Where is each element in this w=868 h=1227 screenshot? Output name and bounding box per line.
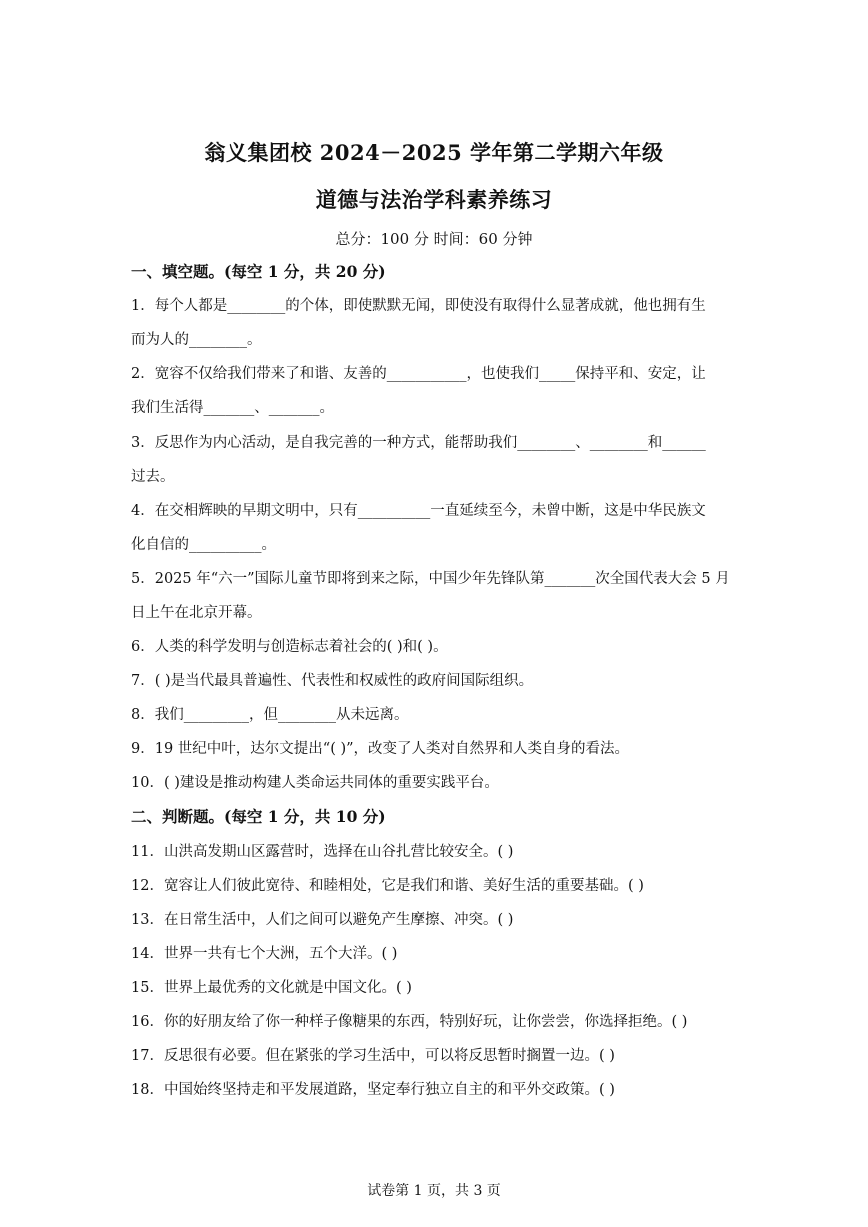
question-line: 而为人的________。 (131, 332, 262, 348)
question-line: 13．在日常生活中，人们之间可以避免产生摩擦、冲突。( ) (131, 912, 514, 928)
question-line: 16．你的好朋友给了你一种样子像糖果的东西，特别好玩，让你尝尝，你选择拒绝。( ) (131, 1014, 688, 1030)
question-line: 9．19 世纪中叶，达尔文提出“( )”，改变了人类对自然界和人类自身的看法。 (131, 741, 630, 757)
exam-title-line1: 翁义集团校 2024－2025 学年第二学期六年级 (204, 140, 664, 165)
question-line: 10．( )建设是推动构建人类命运共同体的重要实践平台。 (131, 775, 499, 791)
question-line: 6．人类的科学发明与创造标志着社会的( )和( )。 (131, 639, 448, 655)
question-line: 8．我们_________，但________从未远离。 (131, 707, 409, 723)
exam-title-line2: 道德与法治学科素养练习 (315, 187, 553, 212)
exam-score-time: 总分：100 分 时间：60 分钟 (335, 230, 533, 248)
question-line: 化自信的__________。 (131, 537, 276, 553)
question-line: 4．在交相辉映的早期文明中，只有__________一直延续至今，未曾中断，这是中华民族文 (131, 503, 706, 519)
section2-heading: 二、判断题。(每空 1 分，共 10 分) (131, 807, 386, 826)
section1-heading: 一、填空题。(每空 1 分，共 20 分) (131, 262, 386, 281)
question-line: 日上午在北京开幕。 (131, 605, 262, 621)
question-line: 我们生活得_______、_______。 (131, 400, 334, 416)
question-line: 17．反思很有必要。但在紧张的学习生活中，可以将反思暂时搁置一边。( ) (131, 1048, 615, 1064)
question-line: 过去。 (131, 469, 175, 485)
question-line: 12．宽容让人们彼此宽待、和睦相处，它是我们和谐、美好生活的重要基础。( ) (131, 878, 644, 894)
question-line: 18．中国始终坚持走和平发展道路，坚定奉行独立自主的和平外交政策。( ) (131, 1082, 615, 1098)
question-line: 14．世界一共有七个大洲，五个大洋。( ) (131, 946, 398, 962)
question-line: 15．世界上最优秀的文化就是中国文化。( ) (131, 980, 412, 996)
question-line: 7．( )是当代最具普遍性、代表性和权威性的政府间国际组织。 (131, 673, 534, 689)
question-line: 5．2025 年“六一”国际儿童节即将到来之际，中国少年先锋队第_______次全国代表大会 5 月 (131, 571, 730, 587)
question-line: 1．每个人都是________的个体，即使默默无闻，即使没有取得什么显著成就，他也拥有生 (131, 298, 706, 314)
question-line: 3．反思作为内心活动，是自我完善的一种方式，能帮助我们________、________和______ (131, 435, 706, 451)
question-line: 11．山洪高发期山区露营时，选择在山谷扎营比较安全。( ) (131, 844, 514, 860)
page-footer: 试卷第 1 页，共 3 页 (367, 1183, 501, 1199)
question-line: 2．宽容不仅给我们带来了和谐、友善的___________，也使我们_____保持平和、安定，让 (131, 366, 706, 382)
